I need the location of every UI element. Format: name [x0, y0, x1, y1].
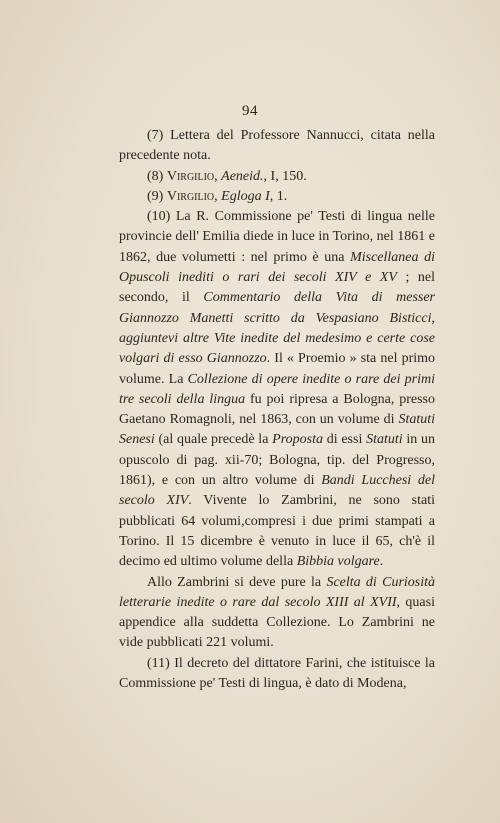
author-name: Virgilio [166, 168, 215, 184]
note-11: (11) Il decreto del dittatore Farini, che istituisce la Commissione pe' Testi di lingua, è dato di Modena, [119, 655, 435, 692]
note-8: (8) Virgilio, Aeneid., I, 150. [147, 168, 307, 184]
note-9: (9) Virgilio, Egloga I, 1. [147, 188, 288, 204]
note-10: (10) La R. Commissione pe' Testi di lingua nelle provincie dell' Emilia diede in luce in Torino, nel 1861 e 1862, due volumetti : nel primo è una Miscellanea di Opuscoli inediti o rari dei secoli XIV e XV ; nel secondo, il Commentario della Vita di messer Giannozzo Manetti scritto da Vespasiano Bisticci, aggiuntevi altre Vite inedite del medesimo e certe cose volgari di esso Giannozzo. Il « Proemio » sta nel primo volume. La Collezione di opere inedite o rare dei primi tre secoli della lingua fu poi ripresa a Bologna, presso Gaetano Romagnoli, nel 1863, con un volume di Statuti Senesi (al quale precedè la Proposta di essi Statuti in un opuscolo di pag. xii-70; Bologna, tip. del Progresso, 1861), e con un altro volume di Bandi Lucchesi del secolo XIV. Vivente lo Zambrini, ne sono stati pubblicati 64 volumi,compresi i due primi stampati a Torino. Il 15 dicembre è venuto in luce il 65, ch'è il decimo ed ultimo volume della Bibbia volgare. [119, 209, 436, 570]
work-title: Egloga I [221, 188, 270, 204]
author-name: Virgilio [166, 188, 215, 204]
note-7: (7) Lettera del Professore Nannucci, citata nella precedente nota. [119, 128, 435, 164]
paragraph-zambrini: Allo Zambrini si deve pure la Scelta di Curiosità letterarie inedite o rare dal secolo XIII al XVII, quasi appendice alla suddetta Collezione. Lo Zambrini ne vide pubblicati 221 volumi. [119, 574, 436, 651]
page-number: 94 [242, 103, 258, 119]
work-title: Aeneid. [221, 168, 264, 184]
footnotes-text [119, 126, 435, 694]
